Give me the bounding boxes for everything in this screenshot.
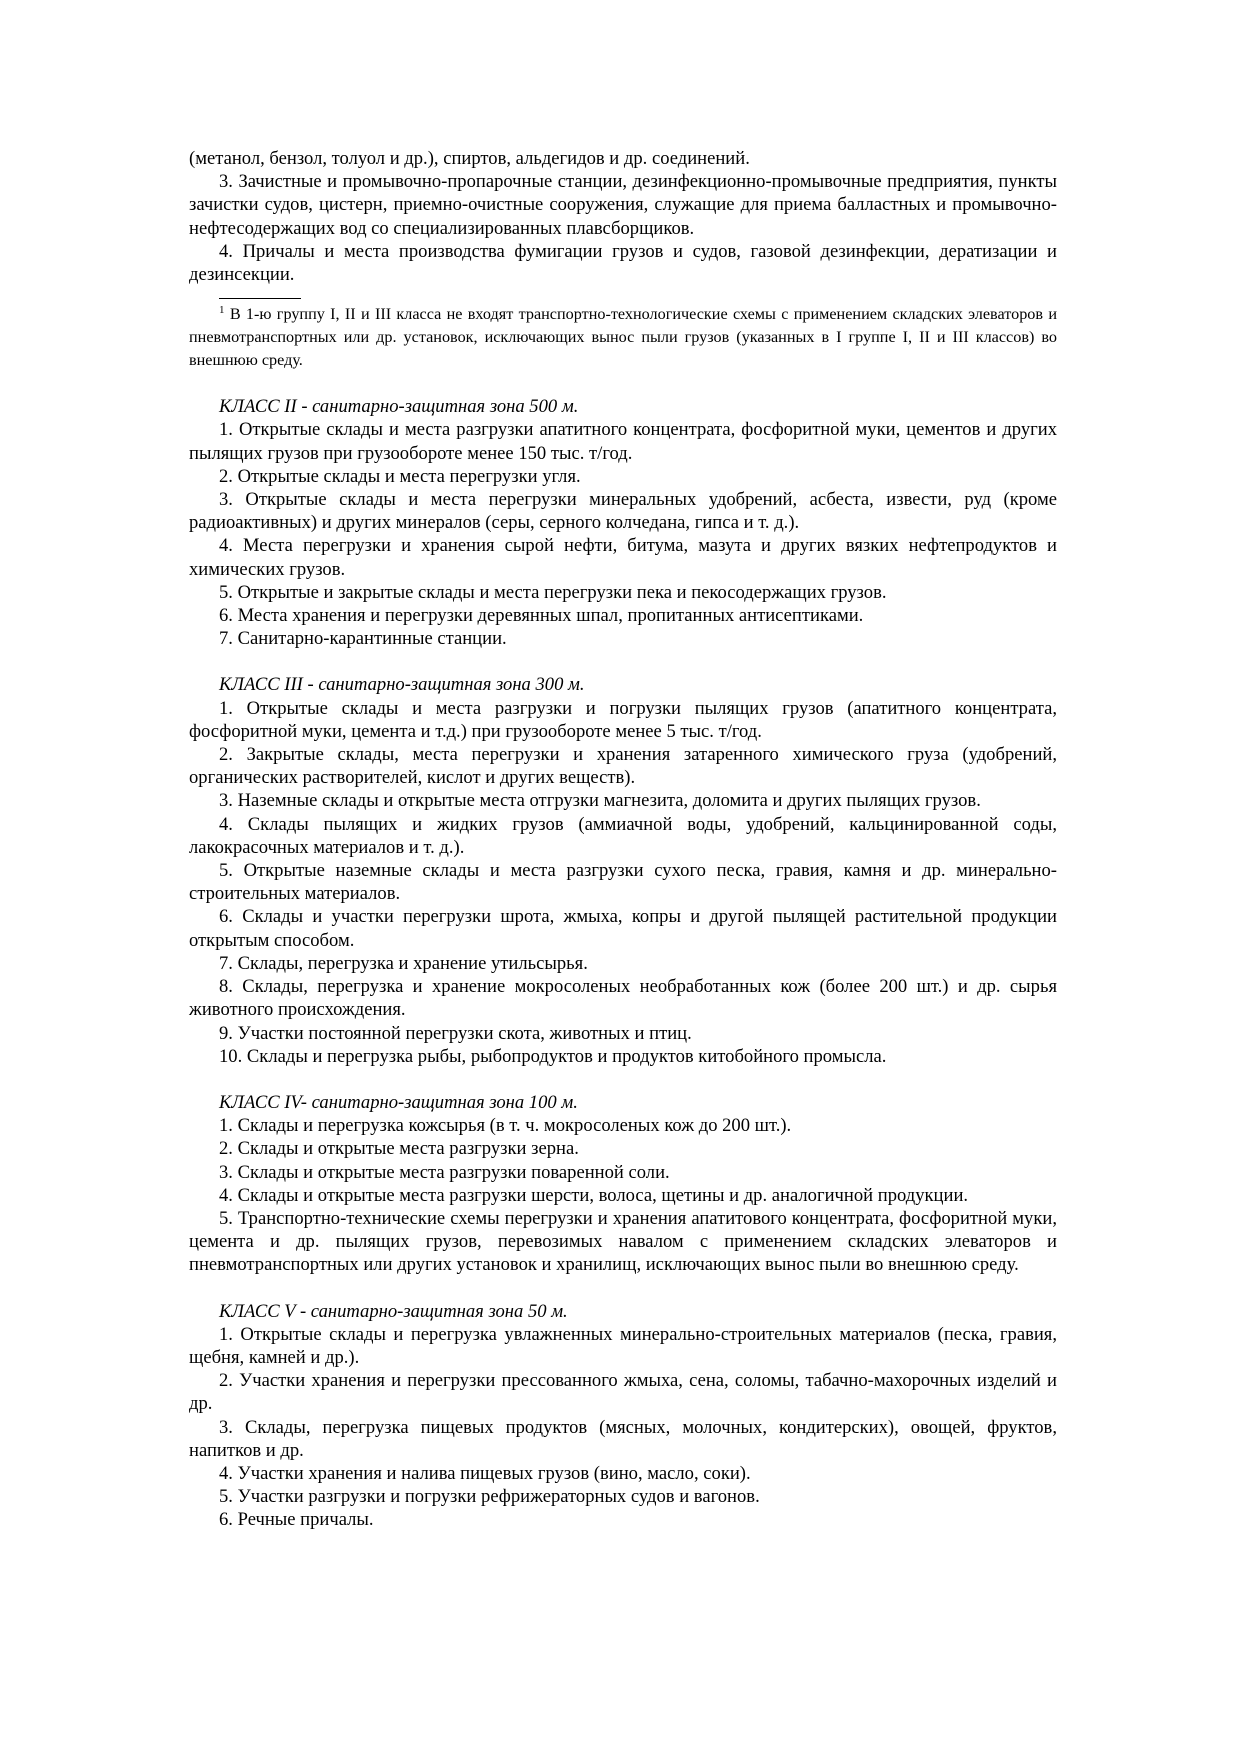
class-3-item: 2. Закрытые склады, места перегрузки и хранения затаренного химического груза (удобрений, органических растворителей, кислот и других веществ). bbox=[189, 744, 1057, 789]
class-3-item: 5. Открытые наземные склады и места разгрузки сухого песка, гравия, камня и др. минерально-строительных материалов. bbox=[189, 860, 1057, 905]
class-5-item: 4. Участки хранения и налива пищевых грузов (вино, масло, соки). bbox=[219, 1462, 751, 1484]
class-3-item: 6. Склады и участки перегрузки шрота, жмыха, копры и другой пылящей растительной продукции открытым способом. bbox=[189, 906, 1057, 951]
class-3-item: 8. Склады, перегрузка и хранение мокросоленых необработанных кож (более 200 шт.) и др. сырья животного происхождения. bbox=[189, 976, 1057, 1021]
class-3-item: 7. Склады, перегрузка и хранение утильсырья. bbox=[219, 952, 588, 974]
class-2-item: 7. Санитарно-карантинные станции. bbox=[219, 628, 507, 650]
class-4-item: 4. Склады и открытые места разгрузки шерсти, волоса, щетины и др. аналогичной продукции. bbox=[219, 1184, 969, 1206]
class-4-item: 5. Транспортно-технические схемы перегрузки и хранения апатитового концентрата, фосфоритной муки, цемента и др. пылящих грузов, перевозимых навалом с применением складских элеваторов и пневмотранспортных или других установок и хранилищ, исключающих вынос пыли во внешнюю среду. bbox=[189, 1207, 1057, 1276]
class-4-heading: КЛАСС IV- санитарно-защитная зона 100 м. bbox=[219, 1091, 578, 1113]
lead-paragraph-1: (метанол, бензол, толуол и др.), спиртов, альдегидов и др. соединений. bbox=[189, 148, 750, 169]
footnote bbox=[189, 303, 1057, 372]
class-5-item: 1. Открытые склады и перегрузка увлажненных минерально-строительных материалов (песка, гравия, щебня, камней и др.). bbox=[189, 1323, 1057, 1368]
class-3-item: 3. Наземные склады и открытые места отгрузки магнезита, доломита и других пылящих грузов. bbox=[219, 790, 981, 812]
class-2-heading: КЛАСС II - санитарно-защитная зона 500 м. bbox=[219, 396, 579, 418]
class-3-heading: КЛАСС III - санитарно-защитная зона 300 м. bbox=[219, 674, 585, 696]
lead-paragraph-2: 3. Зачистные и промывочно-пропарочные станции, дезинфекционно-промывочные предприятия, пункты зачистки судов, цистерн, приемно-очистные сооружения, служащие для приема балластных и промывочно-нефтесодержащих вод со специализированных плавсборщиков. bbox=[189, 171, 1057, 239]
footnote-marker: 1 bbox=[219, 304, 225, 317]
class-2-item: 2. Открытые склады и места перегрузки угля. bbox=[219, 465, 581, 487]
class-5-item: 6. Речные причалы. bbox=[219, 1509, 374, 1531]
class-3-item: 1. Открытые склады и места разгрузки и погрузки пылящих грузов (апатитного концентрата, фосфоритной муки, цемента и т.д.) при грузообороте менее 5 тыс. т/год. bbox=[189, 697, 1057, 742]
class-2-item: 6. Места хранения и перегрузки деревянных шпал, пропитанных антисептиками. bbox=[219, 605, 864, 627]
class-2-item: 4. Места перегрузки и хранения сырой нефти, битума, мазута и других вязких нефтепродуктов и химических грузов. bbox=[189, 535, 1057, 580]
class-4-item: 2. Склады и открытые места разгрузки зерна. bbox=[219, 1138, 579, 1160]
class-2-item: 1. Открытые склады и места разгрузки апатитного концентрата, фосфоритной муки, цементов и других пылящих грузов при грузообороте менее 150 тыс. т/год. bbox=[189, 419, 1057, 464]
class-4-item: 1. Склады и перегрузка кожсырья (в т. ч. мокросоленых кож до 200 шт.). bbox=[219, 1115, 792, 1137]
class-5-item: 3. Склады, перегрузка пищевых продуктов (мясных, молочных, кондитерских), овощей, фруктов, напитков и др. bbox=[189, 1416, 1057, 1461]
footnote-text: В 1-ю группу I, II и III класса не входят транспортно-технологические схемы с применением складских элеваторов и пневмотранспортных или др. установок, исключающих вынос пыли грузов (указанных в I группе I, II и III классов) во внешнюю среду. bbox=[189, 305, 1057, 370]
class-4-item: 3. Склады и открытые места разгрузки поваренной соли. bbox=[219, 1161, 670, 1183]
class-3-item: 9. Участки постоянной перегрузки скота, животных и птиц. bbox=[219, 1022, 692, 1044]
class-5-heading: КЛАСС V - санитарно-защитная зона 50 м. bbox=[219, 1300, 568, 1322]
footnote-separator bbox=[219, 298, 301, 299]
class-3-item: 10. Склады и перегрузка рыбы, рыбопродуктов и продуктов китобойного промысла. bbox=[219, 1045, 887, 1067]
class-5-item: 2. Участки хранения и перегрузки прессованного жмыха, сена, соломы, табачно-махорочных изделий и др. bbox=[189, 1370, 1057, 1415]
class-2-item: 5. Открытые и закрытые склады и места перегрузки пека и пекосодержащих грузов. bbox=[219, 581, 887, 603]
class-3-item: 4. Склады пылящих и жидких грузов (аммиачной воды, удобрений, кальцинированной соды, лакокрасочных материалов и т. д.). bbox=[189, 813, 1057, 858]
document-page bbox=[189, 147, 1057, 1532]
lead-paragraph-3: 4. Причалы и места производства фумигации грузов и судов, газовой дезинфекции, дератизации и дезинсекции. bbox=[189, 240, 1057, 286]
class-2-item: 3. Открытые склады и места перегрузки минеральных удобрений, асбеста, извести, руд (кроме радиоактивных) и других минералов (серы, серного колчедана, гипса и т. д.). bbox=[189, 489, 1057, 534]
class-5-item: 5. Участки разгрузки и погрузки рефрижераторных судов и вагонов. bbox=[219, 1486, 760, 1508]
